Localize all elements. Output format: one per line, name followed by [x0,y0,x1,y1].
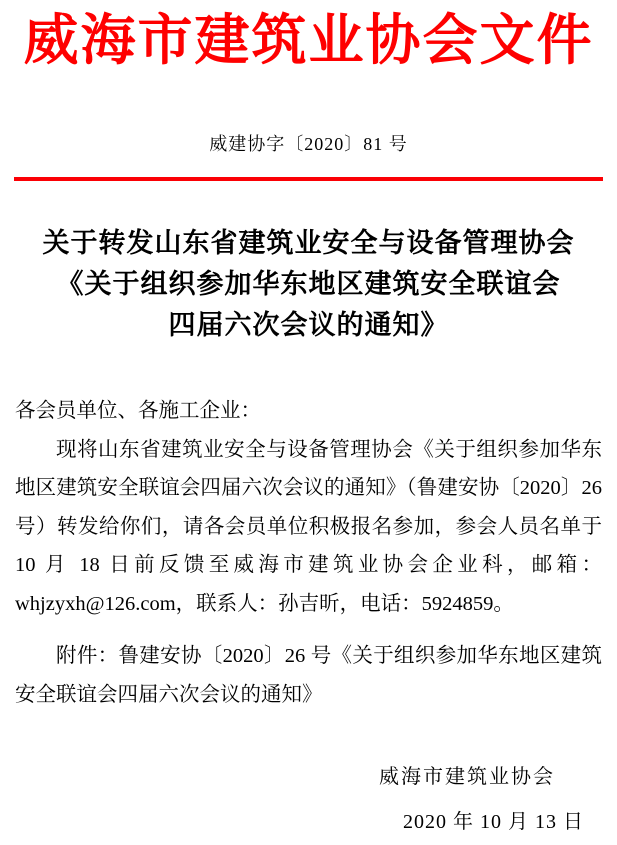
issue-date: 2020 年 10 月 13 日 [403,811,584,833]
attachment-note: 附件：鲁建安协〔2020〕26 号《关于组织参加华东地区建筑安全联谊会四届六次会议的通知》 [15,645,602,706]
document-footer [0,758,617,841]
document-title-line-1: 关于转发山东省建筑业安全与设备管理协会 [42,228,575,258]
main-paragraph: 现将山东省建筑业安全与设备管理协会《关于组织参加华东地区建筑安全联谊会四届六次会议的通知》（鲁建安协〔2020〕26 号）转发给你们，请各会员单位积极报名参加，参会人员名单于 10 月 18 日前反馈至威海市建筑业协会企业科，邮箱：whjzyxh@126.com，联系人：孙吉昕，电话：5924859。 [15,438,602,615]
document-body [0,392,617,623]
red-divider-line [14,177,603,181]
red-header-org-title: 威海市建筑业协会文件 [23,10,594,71]
salutation-line: 各会员单位、各施工企业： [15,400,261,422]
document-title-line-2: 《关于组织参加华东地区建筑安全联谊会 [56,269,561,299]
document-title-line-3: 四届六次会议的通知》 [168,310,449,340]
document-number: 威建协字〔2020〕81 号 [209,134,408,154]
issuer-signature: 威海市建筑业协会 [379,766,555,788]
document-title [0,223,617,346]
